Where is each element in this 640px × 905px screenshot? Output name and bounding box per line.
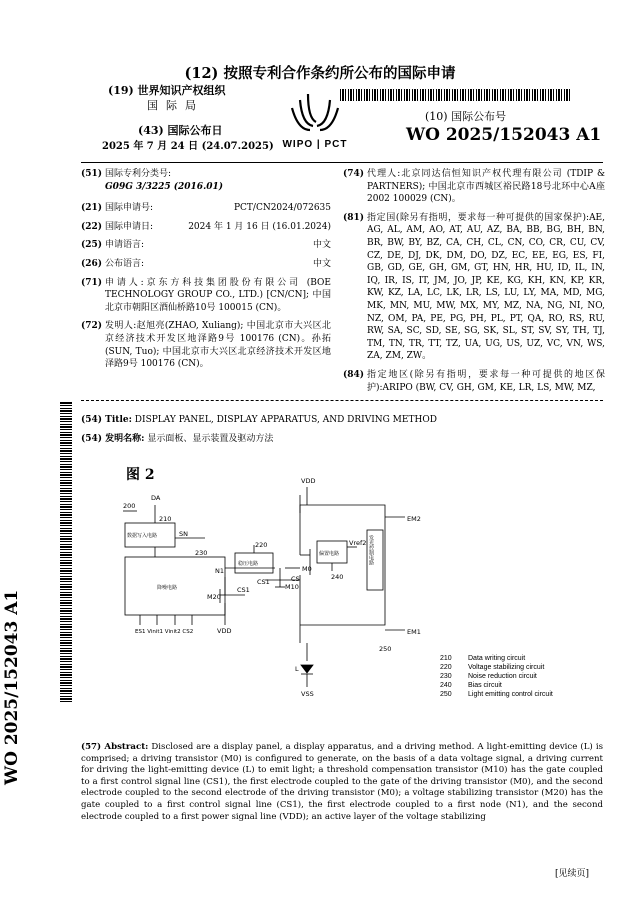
office-bureau: 国际局 xyxy=(147,99,204,112)
field-21: (21) 国际申请号: PCT/CN2024/072635 xyxy=(81,203,331,214)
pub-no-label: (10) 国际公布号 xyxy=(425,110,507,123)
label-da: DA xyxy=(151,494,161,502)
figure-caption: 图 2 xyxy=(126,467,155,483)
pub-date: 2025 年 7 月 24 日 (24.07.2025) xyxy=(102,141,274,152)
label-vref2: Vref2 xyxy=(349,539,367,547)
label-bottom-inputs: ES1 Vinit1 Vinit2 CS2 xyxy=(135,629,194,635)
block-210: 数据写入电路 xyxy=(127,533,158,539)
field-81: (81) 指定国(除另有指明，要求每一种可提供的国家保护):AE, AG, AL, AM, AO, AT, AU, AZ, BA, BB, BG, BH, BN, BR, BW, BY, BZ, CA, CH, CL, CN, CO, CR, CU, CV, CZ, DE, DJ, DK, DM, DO, DZ, EC, EE, EG, ES, FI, GB, GD, GE, GH, GM, GT, HN, HR, HU, ID, IL, IN, IQ, IR, IS, IT, JM, JO, JP, KE, KG, KH, KN, KP, KR, KW, KZ, LA, LC, LK, LR, LS, LU, LY, MA, MD, MG, MK, MN, MU, MW, MX, MY, MZ, NA, NG, NI, NO, NZ, OM, PA, PE, PG, PH, PL, PT, QA, RO, RS, RU, RW, SA, SC, SD, SE, SG, SK, SL, ST, SV, SY, TH, TJ, TM, TN, TR, TT, TZ, UA, UG, US, UZ, VC, VN, WS, ZA, ZM, ZW。 xyxy=(343,212,605,362)
header-divider xyxy=(81,162,603,163)
continued-note: [见续页] xyxy=(555,869,590,879)
legend-row: 210 Data writing circuit xyxy=(440,655,526,662)
side-pub-number: WO 2025/152043 A1 xyxy=(2,589,22,785)
label-cs: CS xyxy=(291,575,300,583)
title-en: (54) Title: DISPLAY PANEL, DISPLAY APPARATUS, AND DRIVING METHOD xyxy=(81,415,437,425)
legend-row: 230 Noise reduction circuit xyxy=(440,673,537,680)
office-name: (19) 世界知识产权组织 xyxy=(108,84,226,97)
field-84: (84) 指定地区(除另有指明，要求每一种可提供的地区保护):ARIPO (BW, CV, GH, GM, KE, LR, LS, MW, MZ, xyxy=(343,369,605,393)
block-220: 稳压电路 xyxy=(238,561,259,567)
label-m0: M0 xyxy=(302,565,312,573)
label-vss: VSS xyxy=(301,690,314,698)
label-l: L xyxy=(295,665,299,673)
num-220: 220 xyxy=(255,541,268,549)
figure-legend xyxy=(440,654,553,699)
num-240: 240 xyxy=(331,573,344,581)
label-cs1b: CS1 xyxy=(237,586,250,594)
legend-row: 250 Light emitting control circuit xyxy=(440,691,553,698)
label-cs1: CS1 xyxy=(257,578,270,586)
abstract: (57) Abstract: Disclosed are a display panel, a display apparatus, and a driving method. A light-emitting device (L) is comprised; a driving transistor (M0) is configured to generate, on the basis of a data voltage signal, a driving current for driving the light-emitting device (L) to emit light; a threshold compensation transistor (M10) has the gate coupled to a first control signal line (CS1), the first electrode coupled to the gate of the driving transistor (M0), and the second electrode coupled to the second electrode of the driving transistor (M0); a voltage stabilizing transistor (M20) has the gate coupled to a first control signal line (CS1), the first electrode coupled to a first node (N1), and the second electrode coupled to a first power signal line (VDD); an active layer of the voltage stabilizing xyxy=(81,742,603,822)
biblio-divider xyxy=(81,400,603,402)
field-74: (74) 代理人:北京同达信恒知识产权代理有限公司 (TDIP & PARTNERS); 中国北京市西城区裕民路18号北环中心A座2002 100029 (CN)。 xyxy=(343,169,605,205)
left-fields xyxy=(81,168,331,371)
legend-row: 240 Bias circuit xyxy=(440,682,502,689)
side-barcode xyxy=(60,402,72,702)
field-72: (72) 发明人:赵旭亮(ZHAO, Xuliang); 中国北京市大兴区北京经济技术开发区地泽路9号 100176 (CN)。孙拓(SUN, Tuo); 中国北京市大兴区北京经济技术开发区地泽路9号 100176 (CN)。 xyxy=(81,321,331,370)
top-barcode xyxy=(340,89,572,101)
pub-number: WO 2025/152043 A1 xyxy=(406,125,602,145)
block-240: 偏置电路 xyxy=(319,551,340,557)
right-fields xyxy=(343,168,605,394)
field-26: (26) 公布语言: 中文 xyxy=(81,258,331,269)
field-51: (51) 国际专利分类号: G09G 3/3225 (2016.01) xyxy=(81,169,223,192)
label-vdd-bottom: VDD xyxy=(217,627,232,635)
label-n1: N1 xyxy=(215,567,224,575)
block-250: 发光控制电路 xyxy=(368,535,374,565)
label-sn: SN xyxy=(179,530,188,538)
legend-row: 220 Voltage stabilizing circuit xyxy=(440,664,545,671)
title-zh: (54) 发明名称: 显示面板、显示装置及驱动方法 xyxy=(81,434,274,444)
document-title: (12) 按照专利合作条约所公布的国际申请 xyxy=(184,65,456,82)
field-71: (71) 申请人:京东方科技集团股份有限公司 (BOE TECHNOLOGY GROUP CO., LTD.) [CN/CN]; 中国北京市朝阳区酒仙桥路10号 100015 (CN)。 xyxy=(81,277,331,313)
wipo-pct-label: WIPO | PCT xyxy=(282,139,348,150)
label-vdd-top: VDD xyxy=(301,477,316,485)
num-250: 250 xyxy=(379,645,392,653)
label-m20: M20 xyxy=(207,593,221,601)
pub-date-label: (43) 国际公布日 xyxy=(138,124,223,137)
label-m10: M10 xyxy=(285,583,299,591)
num-230: 230 xyxy=(195,549,208,557)
label-em2: EM2 xyxy=(407,515,421,523)
label-em1: EM1 xyxy=(407,628,421,636)
num-210: 210 xyxy=(159,515,172,523)
field-25: (25) 申请语言: 中文 xyxy=(81,240,331,251)
block-230: 降噪电路 xyxy=(157,585,178,591)
ref-200: 200 xyxy=(123,502,136,510)
field-22: (22) 国际申请日: 2024 年 1 月 16 日 (16.01.2024) xyxy=(81,221,331,232)
